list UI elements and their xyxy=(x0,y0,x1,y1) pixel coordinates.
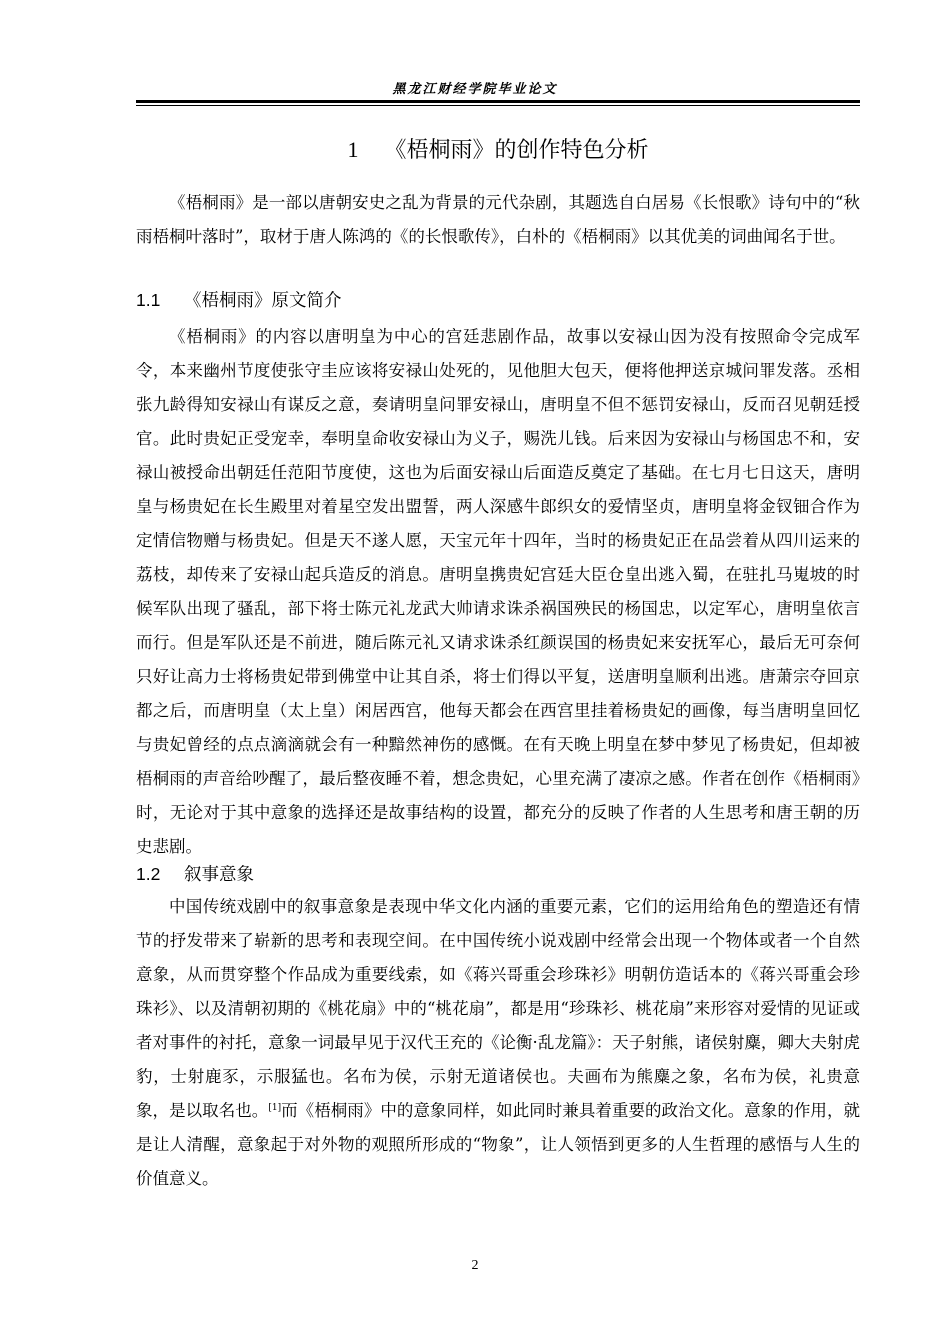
page-number: 2 xyxy=(471,1258,479,1273)
section-number: 1.2 xyxy=(136,864,161,884)
section-1-2-paragraph xyxy=(136,890,860,1196)
section-heading-1-1 xyxy=(136,287,860,312)
paragraph-text: 而《梧桐雨》中的意象同样，如此同时兼具着重要的政治文化。意象的作用，就是让人清醒，意象起于对外物的观照所形成的“物象”，让人领悟到更多的人生哲理的感悟与人生的价值意义。 xyxy=(136,1101,861,1188)
running-header: 黑龙江财经学院毕业论文 xyxy=(392,82,558,97)
chapter-number: 1 xyxy=(347,137,359,162)
paragraph-text: 中国传统戏剧中的叙事意象是表现中华文化内涵的重要元素，它们的运用给角色的塑造还有情节的抒发带来了崭新的思考和表现空间。在中国传统小说戏剧中经常会出现一个物体或者一个自然意象，从而贯穿整个作品成为重要线索，如《蒋兴哥重会珍珠衫》明朝仿造话本的《蒋兴哥重会珍珠衫》、以及清朝初期的《桃花扇》中的“桃花扇”，都是用“珍珠衫、桃花扇”来形容对爱情的见证或者对事件的衬托，意象一词最早见于汉代王充的《论衡·乱龙篇》：天子射熊，诸侯射麋，卿大夫射虎豹，士射鹿豕，示服猛也。名布为侯，示射无道诸侯也。夫画布为熊麋之象，名布为侯，礼贵意象，是以取名也。 xyxy=(136,897,860,1120)
header-rule-thin xyxy=(136,105,860,106)
intro-paragraph: 《梧桐雨》是一部以唐朝安史之乱为背景的元代杂剧，其题选自白居易《长恨歌》诗句中的“秋雨梧桐叶落时”，取材于唐人陈鸿的《的长恨歌传》，白朴的《梧桐雨》以其优美的词曲闻名于世。 xyxy=(136,193,860,246)
section-1-1-paragraph: 《梧桐雨》的内容以唐明皇为中心的宫廷悲剧作品，故事以安禄山因为没有按照命令完成军令，本来幽州节度使张守圭应该将安禄山处死的，见他胆大包天，便将他押送京城问罪发落。丞相张九龄得知安禄山有谋反之意，奏请明皇问罪安禄山，唐明皇不但不惩罚安禄山，反而召见朝廷授官。此时贵妃正受宠幸，奉明皇命收安禄山为义子，赐洗儿钱。后来因为安禄山与杨国忠不和，安禄山被授命出朝廷任范阳节度使，这也为后面安禄山后面造反奠定了基础。在七月七日这天，唐明皇与杨贵妃在长生殿里对着星空发出盟誓，两人深感牛郎织女的爱情坚贞，唐明皇将金钗钿合作为定情信物赠与杨贵妃。但是天不遂人愿，天宝元年十四年，当时的杨贵妃正在品尝着从四川运来的荔枝，却传来了安禄山起兵造反的消息。唐明皇携贵妃宫廷大臣仓皇出逃入蜀，在驻扎马嵬坡的时候军队出现了骚乱，部下将士陈元礼龙武大帅请求诛杀祸国殃民的杨国忠，以定军心，唐明皇依言而行。但是军队还是不前进，随后陈元礼又请求诛杀红颜误国的杨贵妃来安抚军心，最后无可奈何只好让高力士将杨贵妃带到佛堂中让其自杀，将士们得以平复，送唐明皇顺利出逃。唐萧宗夺回京都之后，而唐明皇（太上皇）闲居西宫，他每天都会在西宫里挂着杨贵妃的画像，每当唐明皇回忆与贵妃曾经的点点滴滴就会有一种黯然神伤的感慨。在有天晚上明皇在梦中梦见了杨贵妃，但却被梧桐雨的声音给吵醒了，最后整夜睡不着，想念贵妃，心里充满了凄凉之感。作者在创作《梧桐雨》时，无论对于其中意象的选择还是故事结构的设置，都充分的反映了作者的人生思考和唐王朝的历史悲剧。 xyxy=(136,327,860,856)
chapter-title: 《梧桐雨》的创作特色分析 xyxy=(384,138,649,163)
citation-reference[interactable]: [1] xyxy=(268,1103,282,1113)
section-number: 1.1 xyxy=(136,290,161,310)
chapter-heading xyxy=(0,133,950,164)
header-rule-thick xyxy=(136,100,860,103)
section-title: 叙事意象 xyxy=(184,865,254,885)
section-heading-1-2 xyxy=(136,861,860,886)
section-title: 《梧桐雨》原文简介 xyxy=(184,291,342,311)
